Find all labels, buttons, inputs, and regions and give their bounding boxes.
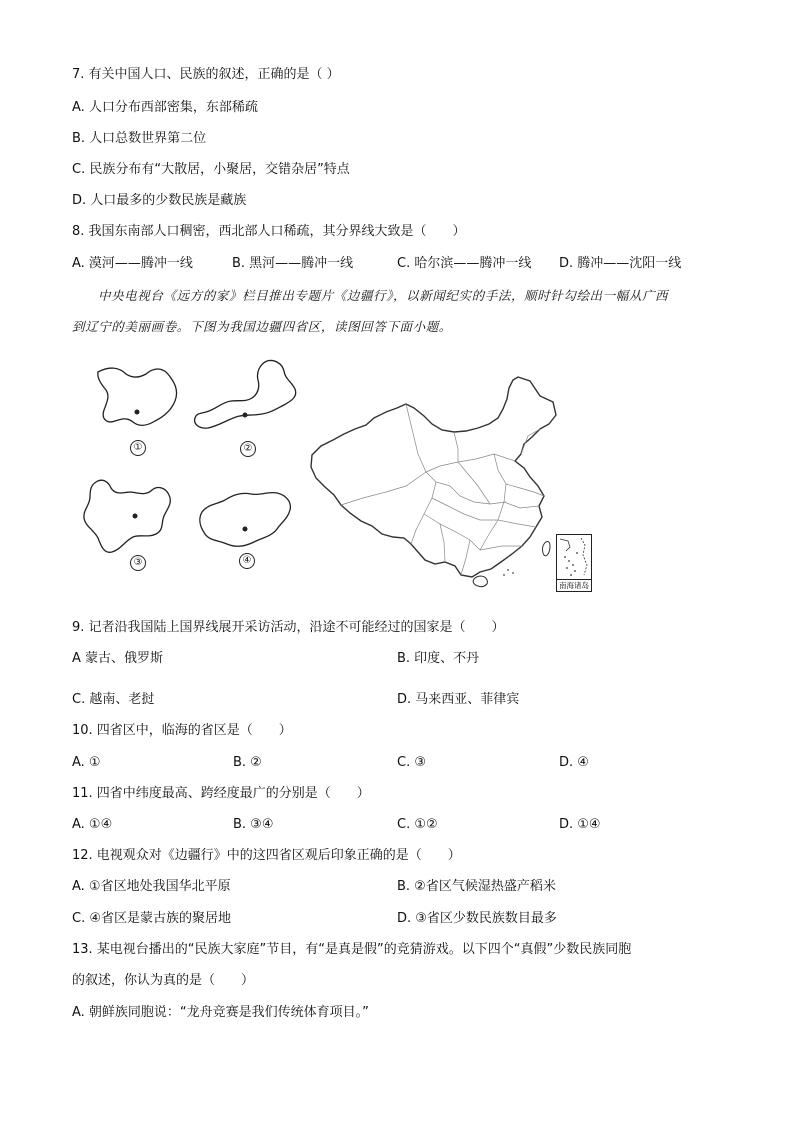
q12-option-c: C. ④省区是蒙古族的聚居地	[72, 911, 231, 926]
china-map	[308, 374, 578, 592]
q12-option-b: B. ②省区气候湿热盛产稻米	[397, 879, 556, 894]
q10-option-c: C. ③	[397, 755, 426, 770]
south-china-sea-inset	[556, 534, 592, 592]
intro-line-2: 到辽宁的美丽画卷。下图为我国边疆四省区，读图回答下面小题。	[72, 319, 452, 334]
q11-option-d: D. ①④	[559, 817, 601, 832]
q12-stem: 12. 电视观众对《边疆行》中的这四省区观后印象正确的是（ ）	[72, 848, 461, 863]
q10-option-a: A. ①	[72, 755, 101, 770]
q13-option-a: A. 朝鲜族同胞说：“龙舟竞赛是我们传统体育项目。”	[72, 1005, 369, 1020]
q12-option-a: A. ①省区地处我国华北平原	[72, 879, 231, 894]
q10-option-d: D. ④	[559, 755, 589, 770]
province-3-label: ③	[130, 555, 146, 571]
province-1-outline	[95, 365, 185, 435]
q8-option-b: B. 黑河——腾冲一线	[232, 256, 354, 271]
q7-option-a: A. 人口分布西部密集，东部稀疏	[72, 100, 258, 115]
q7-option-b: B. 人口总数世界第二位	[72, 131, 207, 146]
province-3-outline	[78, 476, 178, 556]
q12-option-d: D. ③省区少数民族数目最多	[397, 911, 557, 926]
province-4-outline	[196, 488, 296, 554]
q10-option-b: B. ②	[233, 755, 262, 770]
inset-label: 南海诸岛	[559, 581, 589, 590]
q8-option-c: C. 哈尔滨——腾冲一线	[397, 256, 532, 271]
q9-stem: 9. 记者沿我国陆上国界线展开采访活动，沿途不可能经过的国家是（ ）	[72, 620, 505, 635]
q8-option-a: A. 漠河——腾冲一线	[72, 256, 193, 271]
q13-stem-line-2: 的叙述，你认为真的是（ ）	[72, 973, 255, 988]
province-1-label: ①	[130, 440, 146, 456]
q11-option-a: A. ①④	[72, 817, 113, 832]
province-2-label: ②	[240, 441, 256, 457]
q8-option-d: D. 腾冲——沈阳一线	[559, 256, 682, 271]
q7-option-c: C. 民族分布有“大散居，小聚居，交错杂居”特点	[72, 162, 350, 177]
intro-line-1: 中央电视台《远方的家》栏目推出专题片《边疆行》，以新闻纪实的手法，顺时针勾绘出一幅从广西	[98, 288, 669, 303]
q10-stem: 10. 四省区中，临海的省区是（ ）	[72, 723, 292, 738]
province-2-outline	[190, 357, 302, 437]
q11-option-b: B. ③④	[233, 817, 274, 832]
q7-stem: 7. 有关中国人口、民族的叙述，正确的是（ ）	[72, 67, 340, 82]
q8-stem: 8. 我国东南部人口稠密，西北部人口稀疏，其分界线大致是（ ）	[72, 224, 466, 239]
q11-option-c: C. ①②	[397, 817, 438, 832]
q11-stem: 11. 四省中纬度最高、跨经度最广的分别是（ ）	[72, 786, 370, 801]
q9-option-a: A 蒙古、俄罗斯	[72, 651, 164, 666]
q7-option-d: D. 人口最多的少数民族是藏族	[72, 193, 247, 208]
q9-option-d: D. 马来西亚、菲律宾	[397, 692, 520, 707]
q13-stem-line-1: 13. 某电视台播出的“民族大家庭”节目，有“是真是假”的竞猜游戏。以下四个“真假”少数民族同胞	[72, 942, 632, 957]
q9-option-b: B. 印度、不丹	[397, 651, 480, 666]
q9-option-c: C. 越南、老挝	[72, 692, 155, 707]
inset-islands-drawing	[557, 535, 591, 579]
province-4-label: ④	[239, 553, 255, 569]
